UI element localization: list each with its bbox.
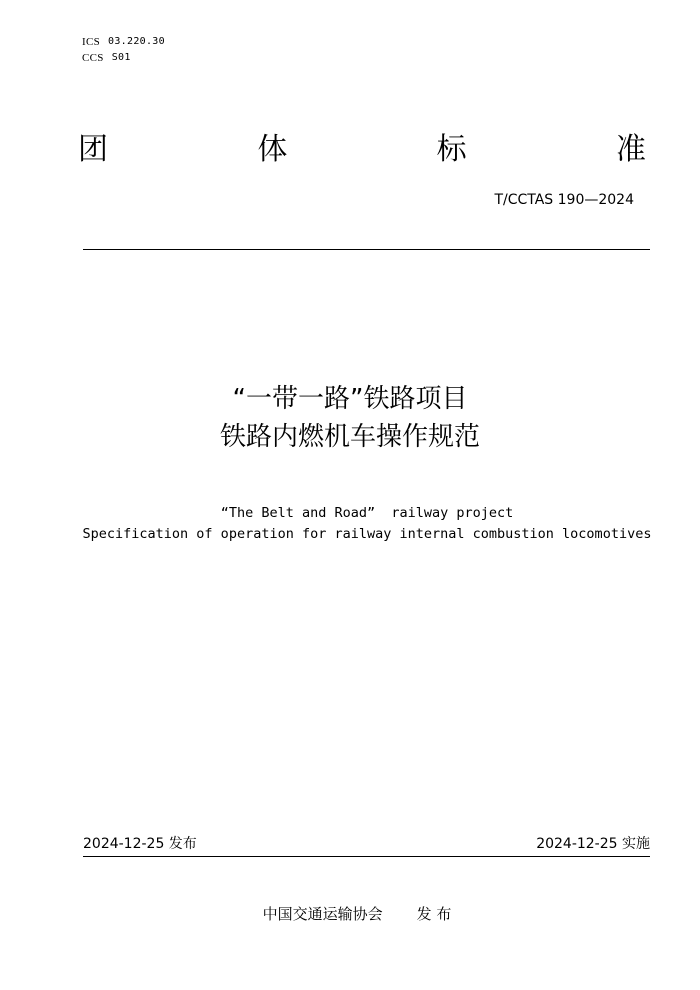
standard-number: T/CCTAS 190—2024: [494, 192, 634, 208]
chinese-title-line-2: 铁路内燃机车操作规范: [219, 422, 480, 452]
ccs-code: S01: [111, 52, 131, 63]
chinese-title: [0, 380, 700, 456]
heading-char: 标: [436, 132, 467, 167]
ics-label: ICS: [82, 36, 101, 48]
issue-date: 2024-12-25 发布: [83, 836, 197, 852]
ics-code: 03.220.30: [108, 36, 165, 47]
classification-codes: [82, 34, 165, 66]
english-title-line-1: “The Belt and Road” railway project: [220, 505, 514, 521]
heading-char: 体: [257, 132, 288, 167]
heading-char: 团: [78, 132, 108, 167]
bottom-divider: [83, 856, 650, 857]
chinese-title-line-1: “一带一路”铁路项目: [232, 384, 468, 414]
date-row: [83, 834, 650, 854]
english-title-line-2: Specification of operation for railway internal combustion locomotives: [82, 526, 652, 542]
standard-type-heading: [78, 130, 646, 170]
english-title: [0, 503, 700, 545]
ccs-label: CCS: [82, 52, 104, 64]
publisher-action: 发 布: [416, 905, 452, 923]
ics-row: [82, 34, 165, 50]
top-divider: [83, 249, 650, 250]
ccs-row: [82, 50, 165, 66]
heading-char: 准: [615, 132, 646, 167]
publisher-line: [0, 903, 700, 925]
publisher-name: 中国交通运输协会: [262, 905, 383, 923]
effective-date: 2024-12-25 实施: [536, 836, 650, 852]
